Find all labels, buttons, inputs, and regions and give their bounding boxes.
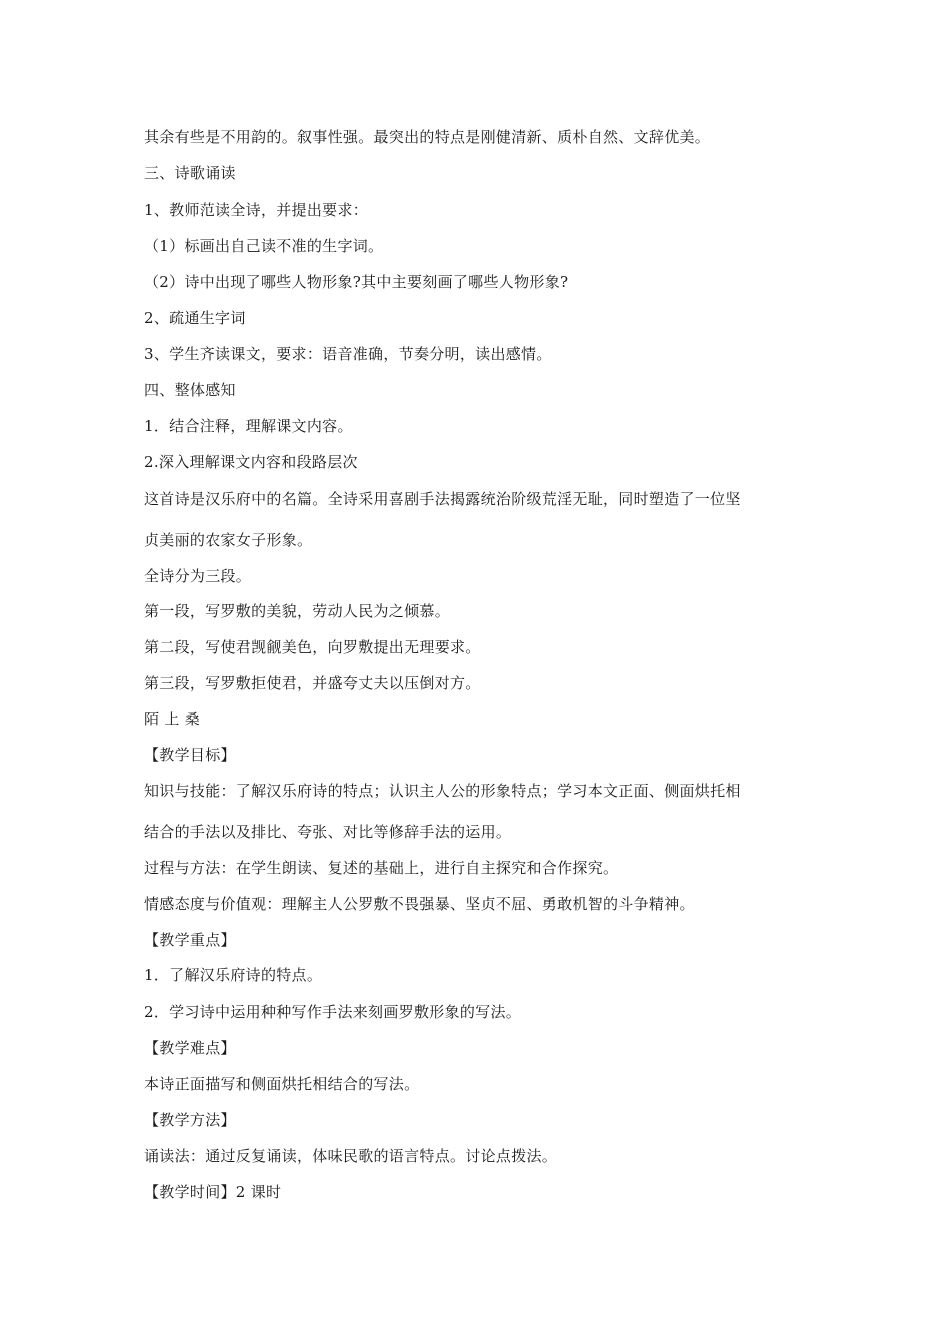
text-line: 第一段，写罗敷的美貌，劳动人民为之倾慕。 [144, 602, 451, 620]
text-line: 贞美丽的农家女子形象。 [144, 531, 313, 549]
text-line: 全诗分为三段。 [144, 567, 252, 585]
text-line: 其余有些是不用韵的。叙事性强。最突出的特点是刚健清新、质朴自然、文辞优美。 [144, 128, 711, 146]
text-line: 2．学习诗中运用种种写作手法来刻画罗敷形象的写法。 [144, 1003, 522, 1021]
text-line: 第三段，写罗敷拒使君，并盛夸丈夫以压倒对方。 [144, 674, 481, 692]
text-line: 诵读法：通过反复诵读，体味民歌的语言特点。讨论点拨法。 [144, 1147, 558, 1165]
section-heading: 【教学重点】 [144, 931, 236, 949]
text-line: 3、学生齐读课文，要求：语音准确，节奏分明，读出感情。 [144, 345, 552, 363]
text-line: 1、教师范读全诗，并提出要求： [144, 201, 369, 219]
text-line: 情感态度与价值观：理解主人公罗敷不畏强暴、坚贞不屈、勇敢机智的斗争精神。 [144, 895, 695, 913]
text-line: 这首诗是汉乐府中的名篇。全诗采用喜剧手法揭露统治阶级荒淫无耻，同时塑造了一位坚 [144, 490, 741, 508]
section-heading: 三、诗歌诵读 [144, 164, 236, 182]
text-line: 2、疏通生字词 [144, 309, 246, 327]
lesson-title: 陌 上 桑 [144, 710, 201, 728]
text-line: 结合的手法以及排比、夸张、对比等修辞手法的运用。 [144, 823, 512, 841]
section-heading: 【教学难点】 [144, 1039, 236, 1057]
text-line: 第二段，写使君觊觎美色，向罗敷提出无理要求。 [144, 638, 481, 656]
section-heading: 【教学目标】 [144, 746, 236, 764]
text-line: （1）标画出自己读不准的生字词。 [144, 237, 384, 255]
text-line: 过程与方法：在学生朗读、复述的基础上，进行自主探究和合作探究。 [144, 859, 619, 877]
text-line: 知识与技能：了解汉乐府诗的特点；认识主人公的形象特点；学习本文正面、侧面烘托相 [144, 782, 741, 800]
section-heading: 【教学方法】 [144, 1111, 236, 1129]
text-line: 本诗正面描写和侧面烘托相结合的写法。 [144, 1075, 420, 1093]
section-heading: 四、整体感知 [144, 381, 236, 399]
text-line: 1．结合注释，理解课文内容。 [144, 417, 353, 435]
text-line: 1．了解汉乐府诗的特点。 [144, 966, 323, 984]
text-line: （2）诗中出现了哪些人物形象?其中主要刻画了哪些人物形象? [144, 273, 569, 291]
section-heading: 【教学时间】2 课时 [144, 1183, 282, 1201]
text-line: 2.深入理解课文内容和段路层次 [144, 453, 358, 471]
